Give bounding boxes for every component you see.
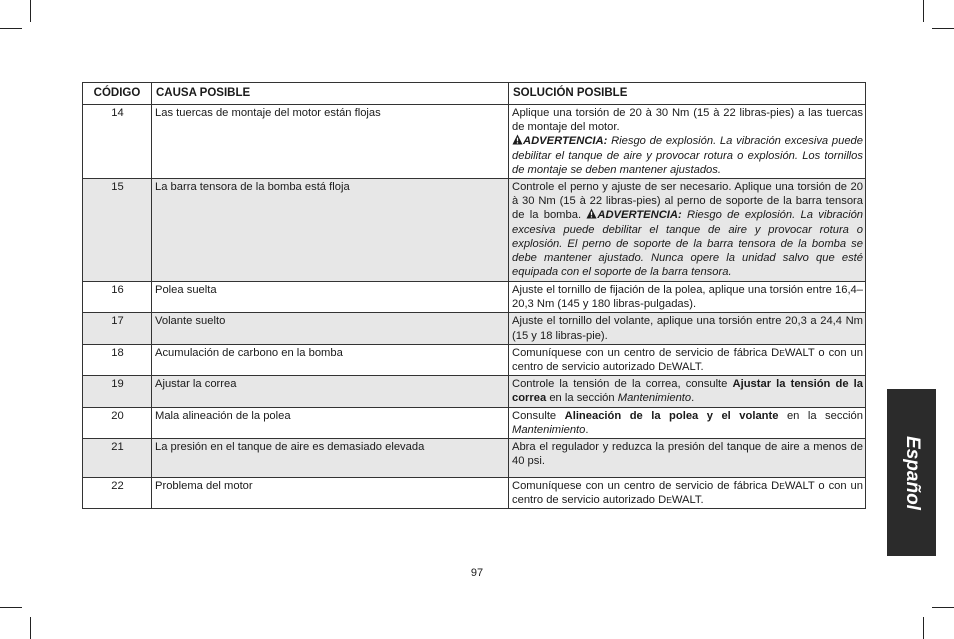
troubleshooting-table: [82, 82, 866, 509]
row-code: 20: [83, 407, 152, 438]
row-solution: Ajuste el tornillo de fijación de la polea, aplique una torsión entre 16,4–20,3 Nm (145 y 180 libras-pulgadas).: [509, 282, 866, 313]
row-solution: [509, 105, 866, 179]
crop-mark: [923, 617, 924, 639]
warning-triangle-icon: [512, 134, 523, 145]
table-row: [83, 282, 866, 313]
header-code: CÓDIGO: [83, 83, 152, 105]
row-cause: Volante suelto: [152, 313, 509, 344]
section-name: Mantenimiento: [512, 423, 586, 436]
crop-mark: [932, 607, 954, 608]
row-code: 17: [83, 313, 152, 344]
row-cause: Problema del motor: [152, 478, 509, 509]
row-code: 21: [83, 439, 152, 478]
table-row: [83, 105, 866, 179]
solution-text: Controle la tensión de la correa, consulte: [512, 378, 733, 391]
table-header-row: [83, 83, 866, 105]
solution-text: Consulte: [512, 409, 565, 422]
section-reference: Alineación de la polea y el volante: [564, 409, 779, 422]
row-cause: Ajustar la correa: [152, 376, 509, 407]
page-number: 97: [470, 567, 484, 579]
table-row: [83, 344, 866, 375]
crop-mark: [30, 0, 31, 22]
row-solution: [509, 407, 866, 438]
solution-text: WALT.: [671, 361, 704, 374]
row-solution: [509, 376, 866, 407]
row-code: 18: [83, 344, 152, 375]
crop-mark: [0, 607, 22, 608]
solution-text: Controle el perno y ajuste de ser necesario. Aplique una torsión de 20 à 30 Nm (15 à 22 libras-pies) al perno de soporte de la barra tensora de la bomba.: [512, 181, 863, 222]
solution-text: WALT o con un centro de servicio autorizado D: [512, 346, 863, 374]
warning-text: Riesgo de explosión. La vibración excesiva puede debilitar el tanque de aire y provocar rotura o explosión. El perno de soporte de la barra tensora de la bomba se debe mantener ajustado. Nunca opere la unidad salvo que esté equipada con el soporte de la barra tensora.: [512, 209, 864, 279]
row-code: 14: [83, 105, 152, 179]
row-cause: Las tuercas de montaje del motor están flojas: [152, 105, 509, 179]
table-row: [83, 407, 866, 438]
language-tab-label: Español: [901, 435, 923, 510]
warning-label: ADVERTENCIA:: [523, 135, 608, 148]
solution-text: Comuníquese con un centro de servicio de fábrica D: [512, 480, 780, 493]
solution-text: .: [691, 392, 695, 405]
small-caps-letter: E: [666, 362, 672, 373]
section-reference: Ajustar la tensión de la correa: [512, 378, 863, 405]
table-row: [83, 179, 866, 282]
solution-text: .: [585, 423, 589, 436]
solution-text: WALT.: [671, 494, 704, 507]
solution-text: en la sección: [778, 409, 863, 422]
row-code: 15: [83, 179, 152, 282]
row-cause: La presión en el tanque de aire es demasiado elevada: [152, 439, 509, 478]
row-cause: La barra tensora de la bomba está floja: [152, 179, 509, 282]
row-cause: Acumulación de carbono en la bomba: [152, 344, 509, 375]
row-solution: [509, 179, 866, 282]
solution-text: en la sección: [546, 392, 618, 405]
small-caps-letter: E: [779, 481, 785, 492]
warning-label: ADVERTENCIA:: [597, 209, 682, 222]
warning-text: Riesgo de explosión. La vibración excesiva puede debilitar el tanque de aire y provocar rotura o explosión. Los tornillos de montaje se deben mantener ajustados.: [512, 135, 864, 176]
row-solution: Ajuste el tornillo del volante, aplique una torsión entre 20,3 a 24,4 Nm (15 y 18 libras-pie).: [509, 313, 866, 344]
table-row: [83, 376, 866, 407]
table-row: [83, 313, 866, 344]
row-cause: Mala alineación de la polea: [152, 407, 509, 438]
row-solution: [509, 478, 866, 509]
solution-text: WALT o con un centro de servicio autorizado D: [512, 480, 863, 507]
section-name: Mantenimiento: [617, 392, 692, 405]
row-code: 19: [83, 376, 152, 407]
solution-text: Aplique una torsión de 20 à 30 Nm (15 à 22 libras-pies) a las tuercas de montaje del motor.: [512, 107, 863, 134]
solution-text: Comuníquese con un centro de servicio de fábrica D: [512, 346, 780, 359]
row-solution: Abra el regulador y reduzca la presión del tanque de aire a menos de 40 psi.: [509, 439, 866, 478]
table-row: [83, 478, 866, 509]
row-code: 22: [83, 478, 152, 509]
crop-mark: [30, 617, 31, 639]
crop-mark: [923, 0, 924, 22]
crop-mark: [0, 28, 22, 29]
header-solution: SOLUCIÓN POSIBLE: [509, 83, 866, 105]
warning-triangle-icon: [586, 208, 597, 219]
language-tab: [887, 389, 936, 556]
crop-mark: [932, 28, 954, 29]
row-solution: [509, 344, 866, 375]
small-caps-letter: E: [779, 347, 785, 358]
table-row: [83, 439, 866, 478]
small-caps-letter: E: [666, 495, 672, 506]
header-cause: CAUSA POSIBLE: [152, 83, 509, 105]
row-cause: Polea suelta: [152, 282, 509, 313]
row-code: 16: [83, 282, 152, 313]
